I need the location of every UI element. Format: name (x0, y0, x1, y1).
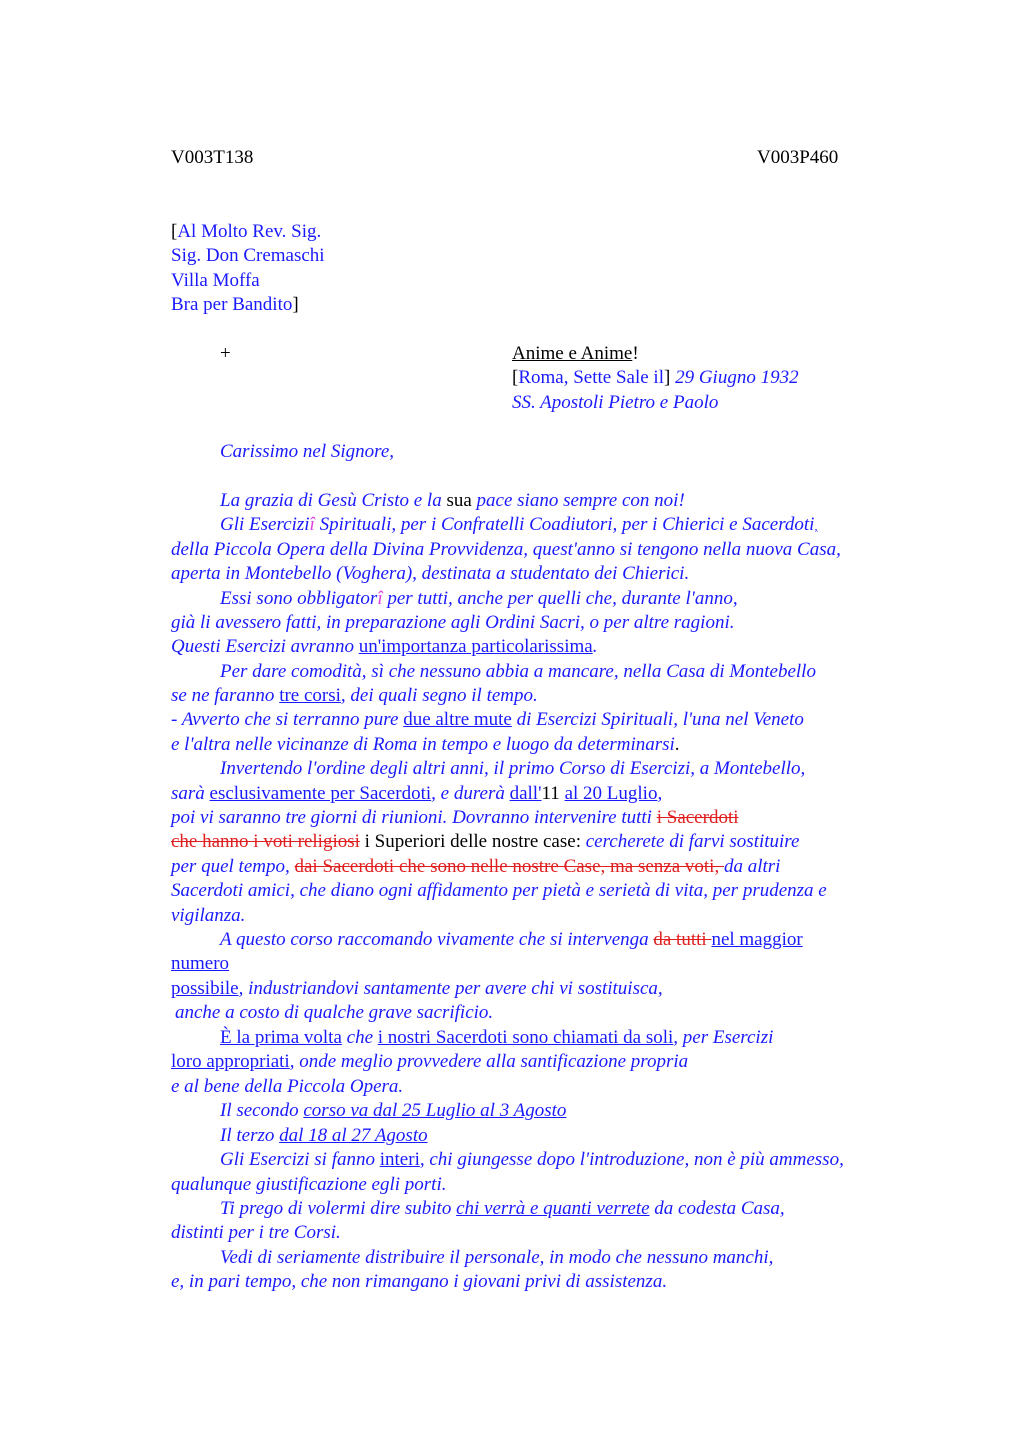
motto: Anime e Anime! (512, 343, 639, 364)
body-line: possibile, industriandovi santamente per avere chi vi sostituisca, (171, 978, 663, 999)
body-line: Sacerdoti amici, che diano ogni affidamento per pietà e serietà di vita, per prudenza e (171, 880, 827, 901)
body-line: già li avessero fatti, in preparazione agli Ordini Sacri, o per altre ragioni. (171, 612, 735, 633)
body-line: Per dare comodità, sì che nessuno abbia a mancare, nella Casa di Montebello (220, 661, 816, 682)
body-line: sarà esclusivamente per Sacerdoti, e durerà dall'11 al 20 Luglio, (171, 783, 663, 804)
body-line: e al bene della Piccola Opera. (171, 1076, 404, 1097)
body-line: della Piccola Opera della Divina Provvidenza, quest'anno si tengono nella nuova Casa, (171, 539, 841, 560)
body-line: distinti per i tre Corsi. (171, 1222, 341, 1243)
header-right-code: V003P460 (757, 147, 839, 168)
body-line: per quel tempo, dai Sacerdoti che sono nelle nostre Case, ma senza voti, da altri (171, 856, 781, 877)
body-line: loro appropriati, onde meglio provvedere alla santificazione propria (171, 1051, 689, 1072)
body-line: Il terzo dal 18 al 27 Agosto (220, 1125, 428, 1146)
body-line: È la prima volta che i nostri Sacerdoti sono chiamati da soli, per Esercizi (220, 1027, 774, 1048)
body-line: vigilanza. (171, 905, 246, 926)
header-left-code: V003T138 (171, 147, 254, 168)
body-line: che hanno i voti religiosi i Superiori delle nostre case: cercherete di farvi sostituire (171, 831, 800, 852)
body-line: se ne faranno tre corsi, dei quali segno il tempo. (171, 685, 538, 706)
body-line: Il secondo corso va dal 25 Luglio al 3 Agosto (220, 1100, 567, 1121)
body-line: Gli Eserciziî Spirituali, per i Confratelli Coadiutori, per i Chierici e Sacerdoti, (220, 514, 818, 535)
body-line: qualunque giustificazione egli porti. (171, 1174, 447, 1195)
address-line-4: Bra per Bandito] (171, 294, 299, 315)
body-line: poi vi saranno tre giorni di riunioni. Dovranno intervenire tutti i Sacerdoti (171, 807, 739, 828)
cross-symbol: + (220, 343, 231, 364)
body-line: Ti prego di volermi dire subito chi verrà e quanti verrete da codesta Casa, (220, 1198, 785, 1219)
greeting: Carissimo nel Signore, (220, 441, 394, 462)
body-line: Essi sono obbligatorî per tutti, anche per quelli che, durante l'anno, (220, 588, 738, 609)
address-line-2: Sig. Don Cremaschi (171, 245, 325, 266)
body-line: Gli Esercizi si fanno interi, chi giungesse dopo l'introduzione, non è più ammesso, (220, 1149, 844, 1170)
body-line: A questo corso raccomando vivamente che si intervenga da tutti nel maggior (220, 929, 803, 950)
body-line: e, in pari tempo, che non rimangano i giovani privi di assistenza. (171, 1271, 668, 1292)
body-line: La grazia di Gesù Cristo e la sua pace siano sempre con noi! (220, 490, 685, 511)
body-line: e l'altra nelle vicinanze di Roma in tempo e luogo da determinarsi. (171, 734, 680, 755)
feast-line: SS. Apostoli Pietro e Paolo (512, 392, 719, 413)
address-line-1: [Al Molto Rev. Sig. (171, 221, 322, 242)
body-line: numero (171, 953, 230, 974)
place-date: [Roma, Sette Sale il] 29 Giugno 1932 (512, 367, 799, 388)
address-line-3: Villa Moffa (171, 270, 260, 291)
body-line: Vedi di seriamente distribuire il personale, in modo che nessuno manchi, (220, 1247, 774, 1268)
body-line: aperta in Montebello (Voghera), destinata a studentato dei Chierici. (171, 563, 690, 584)
body-line: anche a costo di qualche grave sacrificio. (175, 1002, 494, 1023)
body-line: Invertendo l'ordine degli altri anni, il primo Corso di Esercizi, a Montebello, (220, 758, 806, 779)
body-line: Questi Esercizi avranno un'importanza particolarissima. (171, 636, 598, 657)
body-line: - Avverto che si terranno pure due altre mute di Esercizi Spirituali, l'una nel Veneto (171, 709, 804, 730)
